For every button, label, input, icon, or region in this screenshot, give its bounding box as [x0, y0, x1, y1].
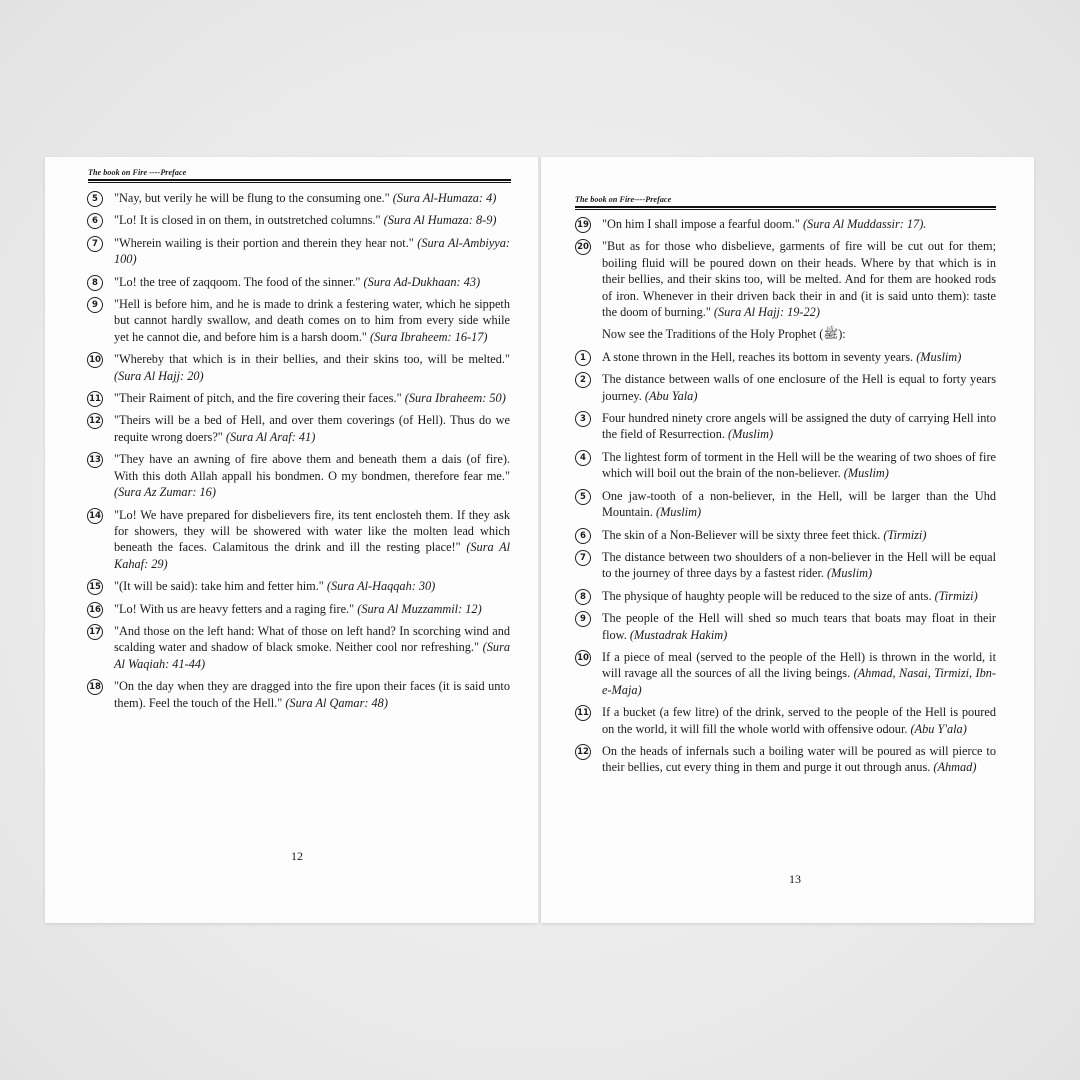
entry-text: The people of the Hell will shed so much tears that boats may float in their flow.: [602, 611, 996, 642]
list-item: [575, 549, 996, 582]
entry-text: "Lo! With us are heavy fetters and a raging fire.": [114, 601, 358, 616]
entry-reference: (Muslim): [827, 566, 873, 581]
entry-reference: (Sura Al-Haqqah: 30): [326, 579, 436, 594]
entry-text: "And those on the left hand: What of those on left hand? In scorching wind and scalding water and shadow of black smoke. Neither cool nor refreshing.": [114, 623, 510, 655]
list-item: [87, 678, 510, 711]
right-page-number: 13: [789, 872, 801, 886]
entry-reference: (Sura Al Hajj: 20): [114, 368, 204, 383]
circled-number: 13: [87, 452, 103, 468]
circled-number: 9: [575, 611, 591, 627]
entry-text: "Lo! the tree of zaqqoom. The food of the sinner.": [114, 274, 364, 289]
list-item: [575, 488, 996, 521]
entry-text: If a piece of meal (served to the people of the Hell) is thrown in the world, it will ravage all the sources of all the living beings.: [602, 649, 996, 681]
entry-text: "They have an awning of fire above them and beneath them a dais (of fire). With this doth Allah appall his bondmen. O my bondmen, therefore fear me.": [114, 452, 510, 483]
entry-text: "Lo! It is closed in on them, in outstretched columns.": [114, 213, 384, 228]
entry-reference: (Sura Al-Ambiyya: 100): [114, 235, 510, 267]
entry-reference: (Sura Al Muddassir: 17).: [802, 217, 927, 231]
circled-number: 19: [575, 217, 591, 233]
entry-text: "Hell is before him, and he is made to drink a festering water, which he sippeth but cannot hardly swallow, and death comes on to him from every side while yet he cannot die, and before him is a harsh doom.": [114, 297, 510, 344]
entry-reference: (Tirmizi): [934, 588, 978, 603]
entry-text: If a bucket (a few litre) of the drink, served to the people of the Hell is poured on the world, it will fill the whole world with offensive odour.: [602, 705, 996, 736]
entry-text: A stone thrown in the Hell, reaches its bottom in seventy years.: [602, 349, 917, 364]
entry-text: Four hundred ninety crore angels will be assigned the duty of carrying Hell into the field of Resurrection.: [602, 411, 996, 442]
left-page-number: 12: [291, 849, 303, 863]
list-item: [575, 371, 996, 404]
list-item: [575, 527, 996, 543]
entry-reference: (Tirmizi): [883, 527, 927, 542]
list-item: [87, 296, 510, 345]
entry-text: "Whereby that which is in their bellies, and their skins too, will be melted.": [114, 352, 510, 367]
entry-reference: (Muslim): [728, 427, 774, 442]
circled-number: 11: [575, 705, 591, 721]
list-item: [87, 212, 510, 228]
entry-reference: (Sura Al Qamar: 48): [285, 695, 388, 710]
list-item: [575, 704, 996, 737]
circled-number: 11: [87, 391, 103, 407]
entry-reference: (Ahmad, Nasai, Tirmizi, Ibn-e-Maja): [602, 666, 996, 697]
entry-text: The physique of haughty people will be reduced to the size of ants.: [602, 588, 935, 603]
left-entries-list: [87, 190, 510, 717]
list-item: [575, 610, 996, 643]
entry-text: "Lo! We have prepared for disbelievers fire, its tent enclosteh them. If they ask for showers, they will be showered with water like the molten lead which beneath the faces. Calamitous the drink and ill the resting place!": [114, 507, 510, 555]
entry-text: The skin of a Non-Believer will be sixty three feet thick.: [602, 527, 884, 542]
entry-reference: (Muslim): [916, 349, 962, 364]
circled-number: 8: [575, 589, 591, 605]
right-quran-list: [575, 216, 996, 320]
list-item: [87, 274, 510, 290]
entry-reference: (Muslim): [655, 505, 702, 520]
entry-reference: (Sura Al Humaza: 8-9): [383, 213, 497, 228]
list-item: [575, 588, 996, 604]
entry-reference: (Sura Az Zumar: 16): [114, 485, 216, 500]
entry-reference: (Abu Y'ala): [910, 721, 967, 736]
entry-text: "On the day when they are dragged into the fire upon their faces (it is said unto them). Feel the touch of the Hell.": [114, 679, 510, 710]
entry-reference: (Sura Al Araf: 41): [225, 429, 316, 444]
entry-text: "Their Raiment of pitch, and the fire covering their faces.": [114, 391, 405, 406]
circled-number: 15: [87, 579, 103, 595]
list-item: [87, 507, 510, 573]
left-header-rule: [88, 179, 511, 183]
circled-number: 12: [87, 413, 103, 429]
circled-number: 8: [87, 275, 103, 291]
circled-number: 20: [575, 239, 591, 255]
right-content: [575, 216, 996, 782]
list-item: [87, 451, 510, 500]
circled-number: 4: [575, 450, 591, 466]
entry-reference: (Sura Al Muzzammil: 12): [357, 601, 482, 616]
circled-number: 5: [575, 489, 591, 505]
entry-reference: (Ahmad): [933, 760, 977, 775]
circled-number: 6: [575, 528, 591, 544]
list-item: [87, 412, 510, 445]
circled-number: 2: [575, 372, 591, 388]
list-item: [575, 649, 996, 698]
list-item: [575, 238, 996, 320]
entry-text: The distance between walls of one enclosure of the Hell is equal to forty years journey.: [602, 372, 996, 403]
entry-reference: (Muslim): [843, 466, 889, 481]
circled-number: 12: [575, 744, 591, 760]
list-item: [87, 351, 510, 384]
circled-number: 16: [87, 602, 103, 618]
list-item: [87, 578, 510, 594]
circled-number: 14: [87, 508, 103, 524]
entry-reference: (Mustadrak Hakim): [629, 627, 728, 642]
entry-reference: (Sura Ibraheem: 50): [404, 391, 506, 406]
right-page-header: The book on Fire----Preface: [575, 195, 672, 204]
circled-number: 5: [87, 191, 103, 207]
circled-number: 17: [87, 624, 103, 640]
list-item: [575, 349, 996, 365]
circled-number: 7: [575, 550, 591, 566]
circled-number: 10: [575, 650, 591, 666]
list-item: [87, 601, 510, 617]
list-item: [575, 216, 996, 232]
circled-number: 10: [87, 352, 103, 368]
entry-text: "On him I shall impose a fearful doom.": [602, 217, 803, 231]
entry-reference: (Sura Al Hajj: 19-22): [713, 305, 820, 320]
list-item: [87, 190, 510, 206]
entry-text: "Nay, but verily he will be flung to the consuming one.": [114, 191, 393, 205]
list-item: [575, 449, 996, 482]
entry-text: "(It will be said): take him and fetter him.": [114, 579, 327, 594]
list-item: [575, 410, 996, 443]
list-item: [87, 390, 510, 406]
list-item: [87, 623, 510, 672]
traditions-intro: Now see the Traditions of the Holy Prophet (ﷺ):: [602, 327, 846, 342]
entry-reference: (Sura Ibraheem: 16-17): [370, 329, 488, 344]
entry-text: One jaw-tooth of a non-believer, in the Hell, will be larger than the Uhd Mountain.: [602, 488, 996, 520]
right-header-rule: [575, 206, 996, 210]
entry-reference: (Sura Al Kahaf: 29): [114, 540, 510, 571]
circled-number: 18: [87, 679, 103, 695]
list-item: [87, 235, 510, 268]
entry-reference: (Sura Al-Humaza: 4): [392, 191, 497, 205]
entry-reference: (Sura Al Waqiah: 41-44): [114, 640, 510, 671]
entry-text: "But as for those who disbelieve, garments of fire will be cut out for them; boiling fluid will be poured down on their heads. Where by that which is in their bellies, and their skins too, will be melted. And for them are hooked rods of iron. Whenever in their driven back their in and (it is said unto them): taste the doom of burning.": [602, 239, 996, 320]
entry-reference: (Sura Ad-Dukhaan: 43): [363, 274, 481, 289]
circled-number: 6: [87, 213, 103, 229]
entry-text: "Wherein wailing is their portion and therein they hear not.": [114, 235, 418, 250]
entry-text: The lightest form of torment in the Hell will be the wearing of two shoes of fire which will boil out the brain of the non-believer.: [602, 449, 996, 481]
right-traditions-list: [575, 349, 996, 776]
entry-text: The distance between two shoulders of a non-believer in the Hell will be equal to the journey of three days by a fastest rider.: [602, 549, 996, 581]
left-page-header: The book on Fire ----Preface: [88, 168, 187, 177]
circled-number: 1: [575, 350, 591, 366]
circled-number: 3: [575, 411, 591, 427]
list-item: [575, 743, 996, 776]
entry-text: On the heads of infernals such a boiling water will be poured as will pierce to their bellies, cut every thing in them and purge it out through anus.: [602, 743, 996, 775]
circled-number: 9: [87, 297, 103, 313]
circled-number: 7: [87, 236, 103, 252]
entry-text: "Theirs will be a bed of Hell, and over them coverings (of Hell). Thus do we requite wrong doers?": [114, 413, 510, 444]
entry-reference: (Abu Yala): [644, 388, 698, 403]
